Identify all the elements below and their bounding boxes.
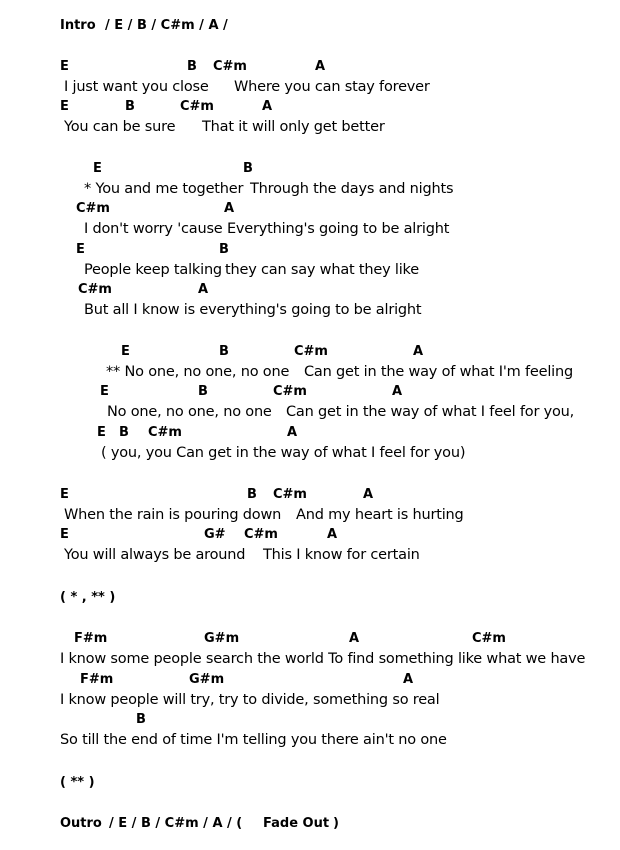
lyric-line: But all I know is everything's going to be alright bbox=[84, 302, 422, 318]
lyric-line: You can be sure bbox=[64, 119, 176, 135]
chord: C#m bbox=[244, 527, 278, 542]
lyric-line: ( you, you Can get in the way of what I feel for you) bbox=[101, 445, 466, 461]
lyric-line: I know people will try, try to divide, something so real bbox=[60, 692, 440, 708]
chord: B bbox=[219, 242, 229, 257]
outro-fade: Fade Out bbox=[263, 816, 330, 831]
lyric-line: You will always be around bbox=[64, 547, 246, 563]
chord: B bbox=[187, 59, 197, 74]
outro-close: ) bbox=[333, 816, 339, 831]
chord: B bbox=[243, 161, 253, 176]
chord: A bbox=[349, 631, 360, 646]
chord: A bbox=[315, 59, 326, 74]
chord: B bbox=[247, 487, 257, 502]
lyric-line: * You and me together bbox=[84, 181, 244, 197]
chord: A bbox=[224, 201, 235, 216]
chord: C#m bbox=[180, 99, 214, 114]
lyric-line: Can get in the way of what I'm feeling bbox=[304, 364, 574, 380]
chord: B bbox=[198, 384, 208, 399]
chord: B bbox=[136, 712, 146, 727]
chord: A bbox=[413, 344, 424, 359]
chord: G#m bbox=[204, 631, 240, 646]
chord: E bbox=[97, 425, 106, 440]
chord: C#m bbox=[273, 487, 307, 502]
intro-label: Intro bbox=[60, 18, 96, 33]
outro-chords: / E / B / C#m / A / ( bbox=[109, 816, 243, 831]
lyric-line: they can say what they like bbox=[225, 262, 419, 278]
chord: C#m bbox=[76, 201, 110, 216]
chord: C#m bbox=[273, 384, 307, 399]
chord: B bbox=[219, 344, 229, 359]
chord: B bbox=[125, 99, 135, 114]
chord: C#m bbox=[472, 631, 506, 646]
lyric-line: ** No one, no one, no one bbox=[106, 364, 290, 380]
chord: A bbox=[198, 282, 209, 297]
chord: F#m bbox=[80, 672, 114, 687]
chord: F#m bbox=[74, 631, 108, 646]
repeat-marker: ( * , ** ) bbox=[60, 590, 116, 605]
lyric-line: I just want you close bbox=[64, 79, 209, 95]
lyric-line: I don't worry 'cause Everything's going to be alright bbox=[84, 221, 450, 237]
lyric-line: This I know for certain bbox=[263, 547, 420, 563]
chord: E bbox=[60, 487, 69, 502]
chord: E bbox=[100, 384, 109, 399]
lyric-line: So till the end of time I'm telling you there ain't no one bbox=[60, 732, 447, 748]
chord: E bbox=[76, 242, 85, 257]
chord: A bbox=[327, 527, 338, 542]
lyric-line: I know some people search the world To find something like what we have bbox=[60, 651, 586, 667]
chord: C#m bbox=[148, 425, 182, 440]
lyric-line: When the rain is pouring down bbox=[64, 507, 282, 523]
chord: G# bbox=[204, 527, 226, 542]
lyric-line: No one, no one, no one bbox=[107, 404, 272, 420]
chord: E bbox=[93, 161, 102, 176]
chord: B bbox=[119, 425, 129, 440]
chord: C#m bbox=[213, 59, 247, 74]
chord: A bbox=[403, 672, 414, 687]
chord: E bbox=[60, 99, 69, 114]
chord: A bbox=[287, 425, 298, 440]
chord: A bbox=[262, 99, 273, 114]
chord: A bbox=[392, 384, 403, 399]
chord: G#m bbox=[189, 672, 225, 687]
lyric-line: And my heart is hurting bbox=[296, 507, 464, 523]
lyric-line: That it will only get better bbox=[202, 119, 385, 135]
chord: C#m bbox=[78, 282, 112, 297]
chord: E bbox=[60, 59, 69, 74]
lyric-line: Where you can stay forever bbox=[234, 79, 430, 95]
lyric-line: Through the days and nights bbox=[250, 181, 454, 197]
lyric-line: People keep talking bbox=[84, 262, 222, 278]
repeat-marker: ( ** ) bbox=[60, 775, 95, 790]
intro-chords: / E / B / C#m / A / bbox=[105, 18, 228, 33]
lyric-line: Can get in the way of what I feel for you, bbox=[286, 404, 575, 420]
outro-label: Outro bbox=[60, 816, 102, 831]
chord: C#m bbox=[294, 344, 328, 359]
chord: E bbox=[60, 527, 69, 542]
chord: A bbox=[363, 487, 374, 502]
chord: E bbox=[121, 344, 130, 359]
